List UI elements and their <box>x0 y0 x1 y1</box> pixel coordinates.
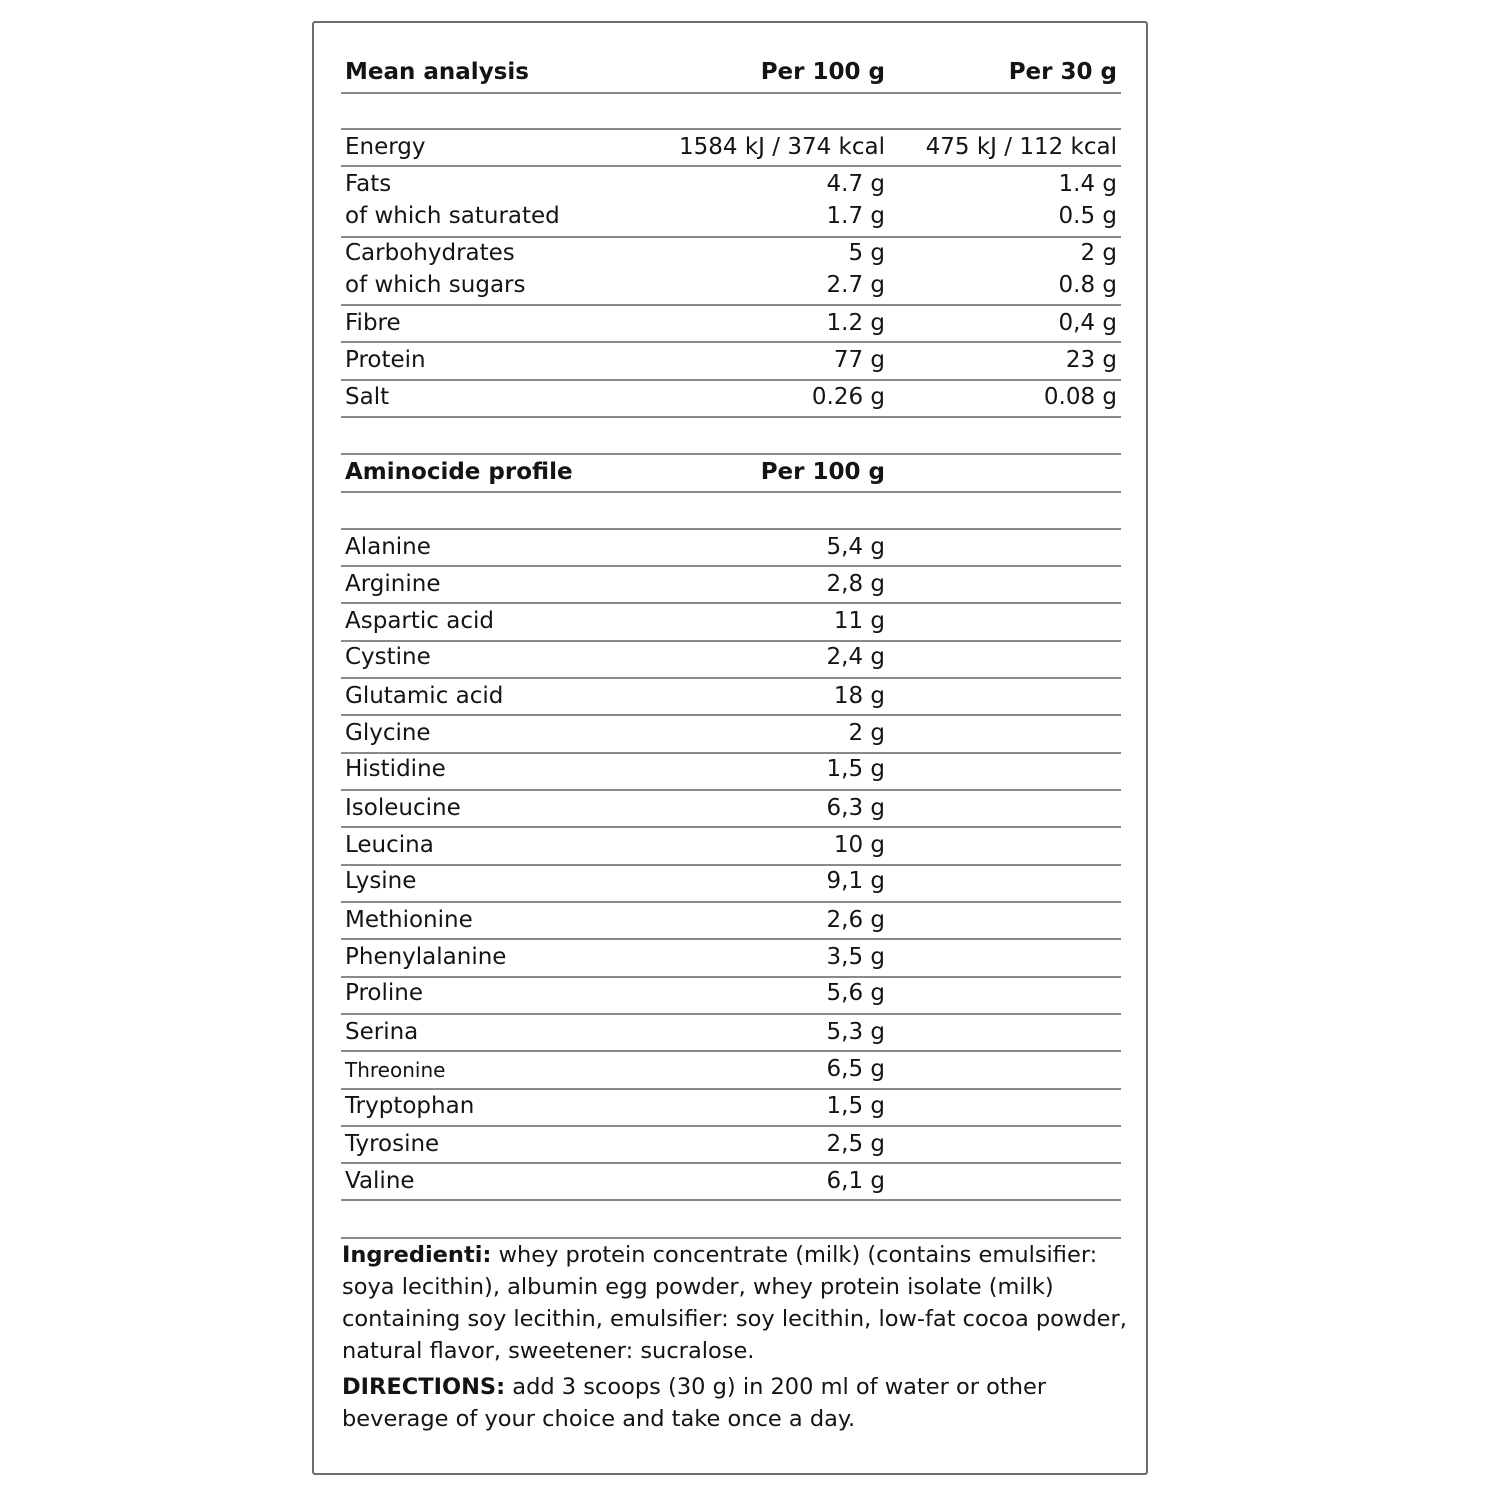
ingredients-text: whey protein concentrate (milk) (contains emulsifier: soya lecithin), albumin egg powder, whey protein isolate (milk) containing soy lecithin, emulsifier: soy lecithin, low-fat cocoa powder, natural flavor, sweetener: sucralose. <box>342 1242 1127 1364</box>
amino-name: Cystine <box>345 644 431 670</box>
divider <box>341 491 1121 493</box>
nutrient-per30: 0.8 g <box>1058 272 1117 298</box>
divider <box>341 128 1121 130</box>
ingredients-section <box>342 1239 1132 1435</box>
divider <box>341 602 1121 604</box>
divider <box>341 92 1121 94</box>
amino-per100: 11 g <box>833 608 885 634</box>
amino-per100: 2 g <box>848 720 885 746</box>
divider <box>341 901 1121 903</box>
nutrient-name: of which saturated <box>345 203 560 229</box>
divider <box>341 165 1121 167</box>
amino-per100: 2,4 g <box>826 644 885 670</box>
amino-name: Isoleucine <box>345 795 461 821</box>
amino-per100: 2,5 g <box>826 1131 885 1157</box>
amino-name: Alanine <box>345 534 431 560</box>
nutrient-per30: 1.4 g <box>1058 171 1117 197</box>
directions-paragraph <box>342 1371 1132 1435</box>
nutrient-name: of which sugars <box>345 272 526 298</box>
nutrition-header-per100: Per 100 g <box>760 59 885 85</box>
amino-per100: 2,8 g <box>826 571 885 597</box>
divider <box>341 1162 1121 1164</box>
nutrient-per100: 0.26 g <box>811 384 885 410</box>
amino-per100: 2,6 g <box>826 907 885 933</box>
amino-per100: 18 g <box>833 683 885 709</box>
divider <box>341 938 1121 940</box>
divider <box>341 1125 1121 1127</box>
nutrient-per30: 0.5 g <box>1058 203 1117 229</box>
divider <box>341 789 1121 791</box>
nutrient-per30: 0,4 g <box>1058 310 1117 336</box>
divider <box>341 976 1121 978</box>
amino-name: Tryptophan <box>345 1093 475 1119</box>
nutrient-per100: 77 g <box>833 347 885 373</box>
amino-per100: 9,1 g <box>826 868 885 894</box>
amino-per100: 1,5 g <box>826 756 885 782</box>
divider <box>341 864 1121 866</box>
amino-name: Glycine <box>345 720 431 746</box>
amino-name: Valine <box>345 1168 415 1194</box>
directions-label: DIRECTIONS: <box>342 1374 506 1400</box>
divider <box>341 528 1121 530</box>
nutrition-header-per30: Per 30 g <box>1008 59 1117 85</box>
amino-name: Tyrosine <box>345 1131 440 1157</box>
amino-name: Serina <box>345 1019 419 1045</box>
amino-per100: 5,4 g <box>826 534 885 560</box>
divider <box>341 379 1121 381</box>
nutrient-per30: 2 g <box>1080 240 1117 266</box>
amino-header-per100: Per 100 g <box>760 459 885 485</box>
nutrient-per100: 2.7 g <box>826 272 885 298</box>
amino-name: Glutamic acid <box>345 683 504 709</box>
amino-name: Threonine <box>345 1058 446 1082</box>
amino-name: Aspartic acid <box>345 608 494 634</box>
nutrient-name: Salt <box>345 384 390 410</box>
divider <box>341 304 1121 306</box>
divider <box>341 416 1121 418</box>
amino-name: Lysine <box>345 868 417 894</box>
ingredients-paragraph <box>342 1239 1132 1367</box>
directions-text: add 3 scoops (30 g) in 200 ml of water or other beverage of your choice and take once a day. <box>342 1374 1047 1432</box>
nutrient-per100: 5 g <box>848 240 885 266</box>
amino-per100: 6,5 g <box>826 1056 885 1082</box>
nutrition-header-label: Mean analysis <box>345 59 529 85</box>
divider <box>341 677 1121 679</box>
amino-name: Arginine <box>345 571 441 597</box>
divider <box>341 826 1121 828</box>
amino-name: Methionine <box>345 907 473 933</box>
amino-per100: 1,5 g <box>826 1093 885 1119</box>
divider <box>341 453 1121 455</box>
nutrient-per100: 1584 kJ / 374 kcal <box>679 134 885 160</box>
nutrient-per30: 23 g <box>1065 347 1117 373</box>
nutrient-per100: 4.7 g <box>826 171 885 197</box>
nutrient-name: Fats <box>345 171 392 197</box>
amino-per100: 10 g <box>833 832 885 858</box>
amino-per100: 5,6 g <box>826 980 885 1006</box>
divider <box>341 1013 1121 1015</box>
nutrient-per30: 475 kJ / 112 kcal <box>925 134 1117 160</box>
amino-name: Leucina <box>345 832 434 858</box>
divider <box>341 1199 1121 1201</box>
amino-name: Proline <box>345 980 423 1006</box>
amino-per100: 6,1 g <box>826 1168 885 1194</box>
divider <box>341 1088 1121 1090</box>
nutrient-per100: 1.7 g <box>826 203 885 229</box>
ingredients-label: Ingredienti: <box>342 1242 492 1268</box>
amino-header-label: Aminocide profile <box>345 459 573 485</box>
amino-name: Histidine <box>345 756 446 782</box>
divider <box>341 714 1121 716</box>
nutrient-name: Energy <box>345 134 426 160</box>
nutrient-per30: 0.08 g <box>1043 384 1117 410</box>
divider <box>341 565 1121 567</box>
nutrient-name: Protein <box>345 347 426 373</box>
nutrient-per100: 1.2 g <box>826 310 885 336</box>
divider <box>341 1050 1121 1052</box>
divider <box>341 752 1121 754</box>
nutrient-name: Fibre <box>345 310 401 336</box>
amino-per100: 3,5 g <box>826 944 885 970</box>
amino-per100: 6,3 g <box>826 795 885 821</box>
divider <box>341 341 1121 343</box>
divider <box>341 640 1121 642</box>
amino-name: Phenylalanine <box>345 944 507 970</box>
amino-per100: 5,3 g <box>826 1019 885 1045</box>
nutrient-name: Carbohydrates <box>345 240 515 266</box>
